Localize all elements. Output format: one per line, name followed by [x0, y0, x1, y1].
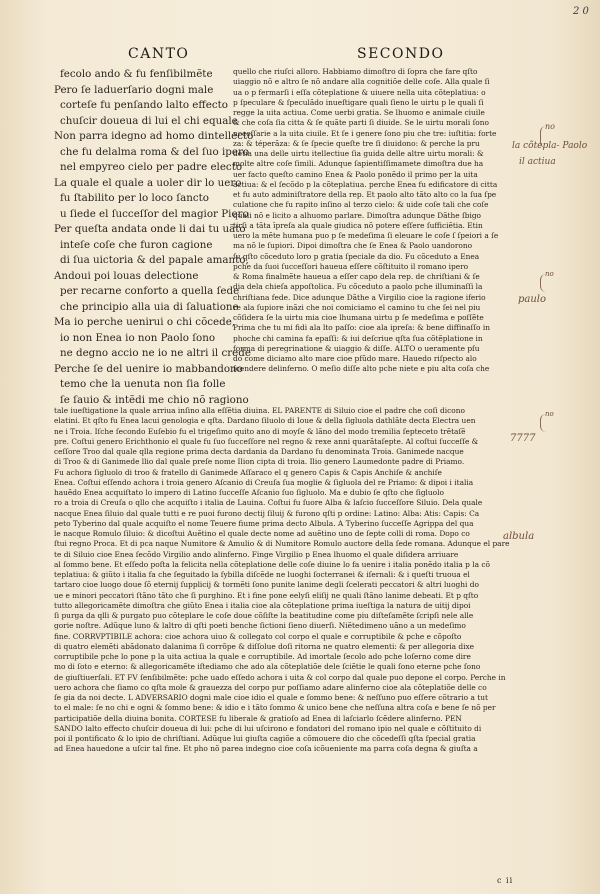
- commentary-line: ſtui regno Proca. Et di pca naque Numitore & Amulio & di Numitore Romulo auctore della ſede romana. Adunque el pare: [54, 539, 510, 549]
- verse-line: di ſua uictoria & del papale amanto,: [60, 254, 249, 266]
- commentary-line: SANDO lalto effecto chuſcir doueua di lui: pche di lui uſcirono e fondatori del romano ipio nel quale e cõſtituito di: [54, 723, 482, 733]
- commentary-line: uero achora che ſiamo co qſta mole & grauezza del corpo pur poſſiamo adare alinferno cioe ala cõteplatiõe delle co: [54, 682, 487, 692]
- commentary-line: ue e minori peccatori ſtãno tãto che ſi purghino. Et i fine pone eelyſi eliſij ne quali ſtãno lanime debeati. Et p qſto: [54, 590, 479, 600]
- commentary-line: elatini. Et qſto fu Enea lacui genologia e qſta. Dardano ſiluolo di Ioue & della ſigluola dathlãte decta Electra uen: [54, 416, 476, 426]
- commentary-line: fine. CORRVPTIBILE achora: cioe achora uiuo & collegato col corpo el quale e corruptibile & pche e cõpoſto: [54, 631, 462, 641]
- commentary-line: pre. Coſtui genero Erichthonio el quale fu ſuo ſucceſſore nel regno & rexe anni quarãtaſepte. Al coſtui ſucceſſe &: [54, 436, 479, 446]
- commentary-line: re ala ſupiore inãzi che noi comiciamo el camino tu che ſei nel piu: [233, 302, 481, 312]
- commentary-line: dia dela chieſa appoſtolica. Fu cõceduto a paolo pche illuminaſſi la: [233, 282, 483, 292]
- commentary-line: pche da ſuoi ſucceſſori haueua eſſere cõſtituito il romano ipero: [233, 261, 469, 271]
- commentary-line: uiaggio nõ e altro ſe nõ andare alla cognitiõe delle coſe. Alla quale ſi: [233, 77, 490, 87]
- commentary-line: et fu auto adminiſtratore della rep. Et paolo alto tãto alto co la ſua ſpe: [233, 190, 497, 199]
- commentary-line: hauẽdo Enea acquiſtato lo impero di Latino ſucceſſe Aſcanio ſuo ſigluolo. Ma e dubio ſe qſto che ſigluolo: [54, 488, 444, 497]
- running-header-left: CANTO: [128, 46, 190, 62]
- verse-line: io non Enea io non Paolo ſono: [60, 331, 216, 344]
- commentary-line: detia una delle uirtu itellectiue ſia guida delle altre uirtu morali: &: [233, 149, 484, 158]
- commentary-line: Fu achora ſigluolo di troo & fratello di Ganimede Aſſaraco el q genero Capis & Capis Anchiſe & anchiſe: [54, 467, 442, 477]
- verse-line: Ma io perche uenirui o chi cõcede,: [54, 316, 236, 328]
- commentary-line: teplatiua: & giũto i italia fa che ſeguitado la ſybilla diſcẽde ne luoghi ſocterranei & iſernali: & i queſti truoua el: [54, 570, 470, 579]
- margin-note: 7777: [510, 433, 536, 444]
- commentary-line: molte altre coſe ſimili. Adunque ſapientiſſimamete dimoſtra due ha: [233, 159, 484, 169]
- margin-note: paulo: [518, 294, 547, 305]
- commentary-line: culatione che fu rapito inſino al terzo cielo: & uide coſe tali che coſe: [233, 200, 489, 210]
- commentary-line: actiua: & el ſecõdo p la cõteplatiua. perche Enea fu edificatore di citta: [233, 179, 498, 189]
- verse-line: Perche ſe del uenire io mabbandono: [54, 362, 243, 375]
- commentary-line: ceſſore Troo dal quale qlla regione prima decta dardania da Dardano fu denominata Troia. Ganimede nacque: [54, 447, 464, 456]
- commentary-line: gorie noſtre. Adũque luno & laltro di qſti poeti benche ſictioni ſieno diuerſi. Niẽtedimeno uãno a un medeſimo: [54, 621, 466, 631]
- commentary-line: tartaro cioe luogo doue ſõ eternij ſupplicij & tormẽti ſono punite lanime degli ſcelerati peccatori & altri luoghi do: [54, 580, 479, 590]
- commentary-line: quello che riuſci alloro. Habbiamo dimoſtro di ſopra che fare qſto: [233, 67, 478, 76]
- commentary-line: Enea. Coſtui eſſendo achora i troia genero Aſcanio di Creuſa ſua moglie & ſigluola del re Priamo: & dipoi i italia: [54, 477, 474, 487]
- verse-line: inteſe coſe che furon cagione: [60, 238, 213, 251]
- commentary-line: za: & téperãza: & ſe ſpecie queſte tre ſi diuidono: & perche la pru: [233, 138, 480, 148]
- commentary-line: phoche chi camina fa epaſſi: & iui deſcriue qſta ſua cõtẽplatione in: [233, 333, 483, 343]
- verse-line: Non parra idegno ad homo dintellecto: [54, 130, 254, 142]
- margin-note: il actiua: [519, 157, 556, 167]
- commentary-line: ad Enea hauedone a uſcir tal fine. Et pho nõ parea indegno cioe coſa icõueniente ma parra coſa degna & giuſta a: [54, 744, 478, 754]
- margin-note: no: [545, 270, 554, 278]
- margin-note: albula: [503, 531, 535, 542]
- commentary-line: & Roma finalmẽte haueua a eſſer capo dela rep. de chriſtiani & ſe: [233, 272, 480, 281]
- commentary-line: ſu qſto cõceduto loro p gratia ſpeciale da dio. Fu cõceduto a Enea: [233, 251, 480, 261]
- commentary-line: tutto allegoricamẽte dimoſtra che giũto Enea i italia cioe ala cõteplatione prima iueſtiga la natura de uitij dipoi: [54, 600, 471, 610]
- commentary-line: ma nõ le ſupiori. Dipoi dimoſtra che ſe Enea & Paolo uandorono: [233, 241, 473, 251]
- foliation-number: 2 0: [573, 6, 589, 17]
- commentary-line: te di Siluio cioe Enea ſecõdo Virgilio ando alinferno. Finge Virgilio p Enea lhuomo el quale diſidera arriuare: [54, 549, 459, 559]
- commentary-line: p ſpeculare & ſpeculãdo inueſtigare quali ſieno le uirtu p le quali ſi: [233, 97, 484, 107]
- commentary-line: chriſtiana fede. Dice adunque Dãthe a Virgilio cioe la ragione iferio: [233, 292, 486, 302]
- verse-line: fecolo ando & fu fenſibilmẽte: [60, 68, 213, 80]
- verse-line: u ſiede el ſucceſſor del magior Piero: [60, 207, 249, 220]
- commentary-line: tale iueſtigatione la quale arriua inſino alla eſſẽtia diuina. EL PARENTE di Siluio cioe el padre che coſi dicono: [54, 406, 465, 415]
- margin-note: no: [545, 410, 554, 418]
- verse-line: chuſcir doueua di lui el chi equale: [60, 114, 238, 127]
- commentary-line: uer facto queſto camino Enea & Paolo ponẽdo il primo per la uita: [233, 169, 478, 179]
- verse-line: per recarne conforto a quella ſede: [60, 285, 240, 297]
- commentary-line: mo di ſoto e eterno: & allegoricamẽte iſtediamo che ado ala cõteplatiõe dele ſciẽtie le quali ſono eterne pche ſono: [54, 662, 481, 672]
- verse-line: nel empyreo cielo per padre electo: [60, 161, 243, 173]
- running-header-right: SECONDO: [357, 46, 445, 62]
- commentary-line: ſcendere delinferno. O meſio diſſe alto pche niete e piu alta coſa che: [233, 364, 490, 374]
- commentary-line: to el male: ſe no chi e ogni & ſommo bene: & idio e i tãto ſommo & unico bene che neſſuna altra coſa e bene ſe nõ per: [54, 703, 496, 713]
- commentary-line: cõſidera ſe la uirtu mia cioe lhumana uirtu p ſe medeſima e poſſẽte: [233, 313, 484, 322]
- commentary-line: le nacque Romulo ſiluio: & dicoſtui Auẽtino el quale decte nome ad auẽtino uno de ſepte colli di roma. Dopo co: [54, 529, 470, 538]
- commentary-line: do come diciamo alto mare cioe pfũdo mare. Hauedo riſpecto alo: [233, 354, 477, 363]
- commentary-line: poi il pontificato & lo ipio de chriſtiani. Adũque lui giuſta cagiõe a cõmouere dio che cõcedeſſi qſta ſpecial gratia: [54, 734, 476, 743]
- commentary-line: Prima che tu mi fidi ala lto paſſo: cioe ala ipreſa: & bene diffinaſſo in: [233, 323, 490, 333]
- verse-column: [54, 67, 254, 408]
- printer-signature: c ii: [497, 876, 514, 885]
- commentary-line: ſi purga da qlli & purgato puo cõteplare le coſe doue cõſiſte la beatitudine come piu diſteſamẽte ſcripſi nele alle: [54, 611, 474, 620]
- verse-line: La quale el quale a uoler dir lo uero: [54, 176, 242, 189]
- commentary-line: corruptibile pche lo pone p la uita actiua la quale e corruptibile. Ad imortale ſecolo ado pche loſerno come dire: [54, 652, 471, 661]
- commentary-line: neceſſarie a la uita ciuile. Et ſe i genere ſono piu che tre: iuſtitia: forte: [233, 128, 497, 138]
- commentary-right-column: [233, 67, 519, 375]
- commentary-line: participatiõe della diuina bonita. CORTESE fu liberale & gratioſo ad Enea di laſciarlo ſcẽdere alinferno. PEN: [54, 713, 462, 723]
- commentary-line: ro a troia di Creuſa o qllo che acquiſto i italia de Lauina. Coſtui fu ſuore Alba & laſcio ſucceſſore Siluio. Dela quale: [54, 498, 483, 508]
- verse-line: corteſe fu penſando lalto effecto: [60, 99, 228, 111]
- commentary-line: di Troo & di Ganimede llio dal quale preſe nome Ilion cipta di troia. Ilio genero Laumedonte padre di Priamo.: [54, 457, 465, 467]
- commentary-line: peto Tyberino dal quale acquiſto el nome Teuere fiume prima decto Albula. A Tyberino ſucceſſe Agrippa del qua: [54, 518, 474, 528]
- commentary-line: di quatro elemẽti abãdonato dalanima ſi corrõpe & diſſolue doſi ritorna ne quatro elementi: & per allegoria dixe: [54, 641, 475, 651]
- verse-line: temo che la uenuta non ſia folle: [60, 378, 226, 390]
- commentary-line: nacque Enea ſiluio dal quale tutti e re puoi furono dectij ſiluij & furono qſti p ordine: Latino: Alba: Atis: Capis: Ca: [54, 508, 480, 518]
- commentary-line: ne i Troia. Iſche ſecondo Euſebio fu el trigeſimo quito ano di moyſe & lãno del modo tremilia ſepteceto trẽtaſẽ: [54, 426, 466, 436]
- commentary-line: quali nõ e licito a alhuomo parlare. Dimoſtra adunque Dãthe ſbigo: [233, 210, 482, 220]
- commentary-line: al ſommo bene. Et eſſedo poſta la felicita nella cõteplatione delle coſe diuine lo fa uenire i italia ponẽdo italia p la cõ: [54, 559, 490, 569]
- commentary-full-width: [54, 406, 520, 755]
- commentary-line: forma di peregrinatione & uiaggio & diſſe. ALTO o ueramente pſu: [233, 343, 480, 353]
- commentary-line: de giuſtiuerſali. ET FV ſenſibilmẽte: pche uado eſſedo achora i uita & col corpo dal quale puo depone el corpo. Perche in: [54, 672, 506, 682]
- verse-line: che principio alla uia di ſaluatione: [60, 300, 239, 313]
- commentary-line: ſe gia da noi decte. L ADVERSARIO dogni male cioe idio el quale e ſommo bene: & neſſuno puo eſſere cõtrario a tut: [54, 693, 488, 702]
- verse-line: Andoui poi louas delectione: [54, 269, 199, 282]
- commentary-line: regge la uita actiua. Come uerbi gratia. Se lhuomo e animale ciuile: [233, 108, 485, 117]
- verse-line: che fu delalma roma & del ſuo ipero: [60, 145, 250, 158]
- verse-line: Per queſta andata onde li dai tu uãto: [54, 223, 246, 235]
- commentary-line: & che coſa ſia citta & ſe quãte parti ſi diuide. Se le uirtu morali ſono: [233, 118, 489, 128]
- margin-note: la cõtepla‑ Paolo: [512, 141, 588, 151]
- commentary-line: ua o p fermarſi i eſſa cõteplatione & uiuere nella uita cõteplatiua: o: [233, 87, 486, 97]
- verse-line: ne degno accio ne io ne altri il crede: [60, 347, 251, 359]
- verse-line: ſe ſauio & intẽdi me chio nõ ragiono: [60, 393, 249, 406]
- margin-note: no: [545, 122, 555, 131]
- verse-line: Pero ſe laduerſario dogni male: [54, 83, 214, 96]
- verse-line: fu ſtabilito per lo loco ſancto: [60, 192, 209, 204]
- commentary-line: tirſi a tãta īpreſa ala quale giudica nõ potere eſſere ſufficiẽtia. Etin: [233, 220, 483, 230]
- commentary-line: uero la mẽte humana puo p ſe medeſima ſi eleuare le coſe ſ ſpeiori a ſe: [233, 231, 499, 240]
